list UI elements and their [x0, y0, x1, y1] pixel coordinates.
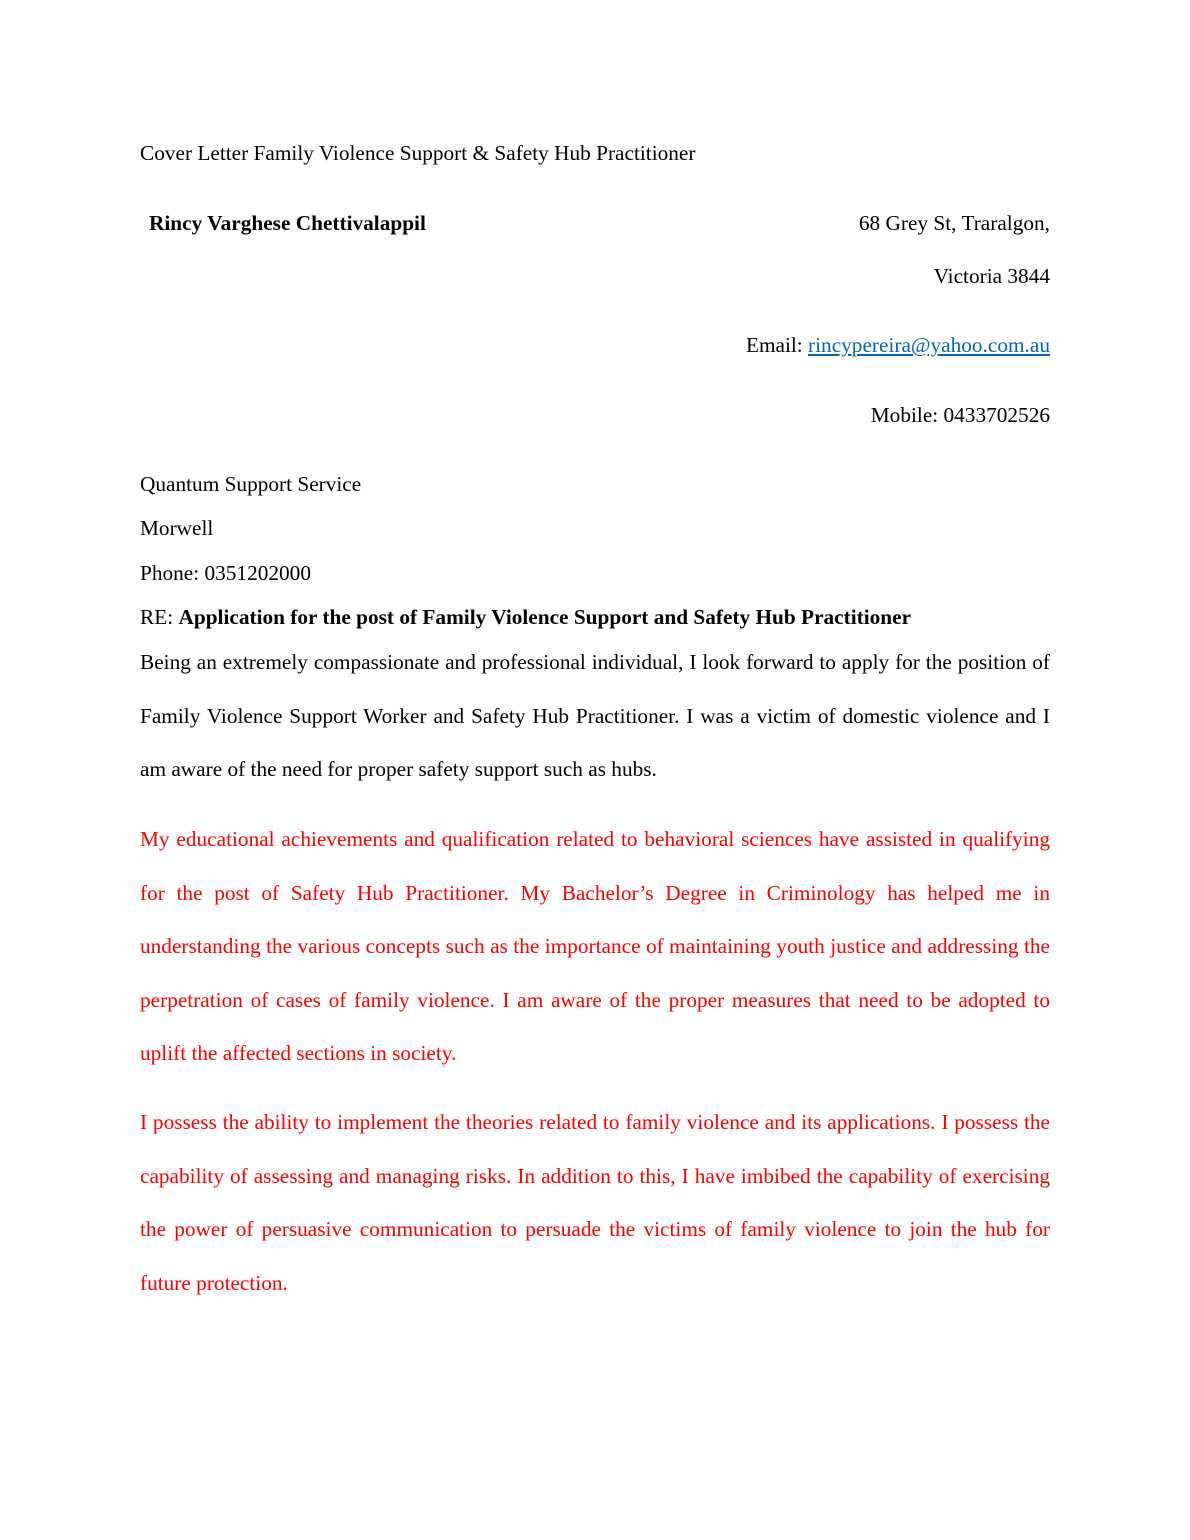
sender-email-link[interactable]: rincypereira@yahoo.com.au	[808, 333, 1050, 357]
paragraph-education: My educational achievements and qualification related to behavioral sciences have assisted in qualifying for the post of Safety Hub Practitioner. My Bachelor’s Degree in Criminology has helped me in understanding the various concepts such as the importance of maintaining youth justice and addressing the perpetration of cases of family violence. I am aware of the proper measures that need to be adopted to uplift the affected sections in society.	[140, 827, 1050, 1066]
re-line	[140, 607, 911, 628]
sender-name: Rincy Varghese Chettivalappil	[149, 211, 426, 235]
sender-email-line	[746, 335, 1050, 356]
re-subject: Application for the post of Family Violence Support and Safety Hub Practitioner	[178, 605, 912, 629]
paragraph-intro: Being an extremely compassionate and professional individual, I look forward to apply for the position of Family Violence Support Worker and Safety Hub Practitioner. I was a victim of domestic violence and I am aware of the need for proper safety support such as hubs.	[140, 650, 1050, 782]
sender-address-line2: Victoria 3844	[933, 264, 1050, 288]
recipient-city: Morwell	[140, 516, 214, 540]
recipient-phone: Phone: 0351202000	[140, 561, 311, 585]
paragraph-abilities: I possess the ability to implement the theories related to family violence and its applications. I possess the capability of assessing and managing risks. In addition to this, I have imbibed the capability of exercising the power of persuasive communication to persuade the victims of family violence to join the hub for future protection.	[140, 1110, 1050, 1295]
sender-mobile: Mobile: 0433702526	[870, 403, 1050, 427]
sender-address-line1: 68 Grey St, Traralgon,	[858, 211, 1050, 235]
re-prefix: RE:	[140, 605, 179, 629]
recipient-organization: Quantum Support Service	[140, 472, 362, 496]
sender-email-label: Email:	[745, 333, 809, 357]
document-title: Cover Letter Family Violence Support & Safety Hub Practitioner	[140, 141, 696, 165]
